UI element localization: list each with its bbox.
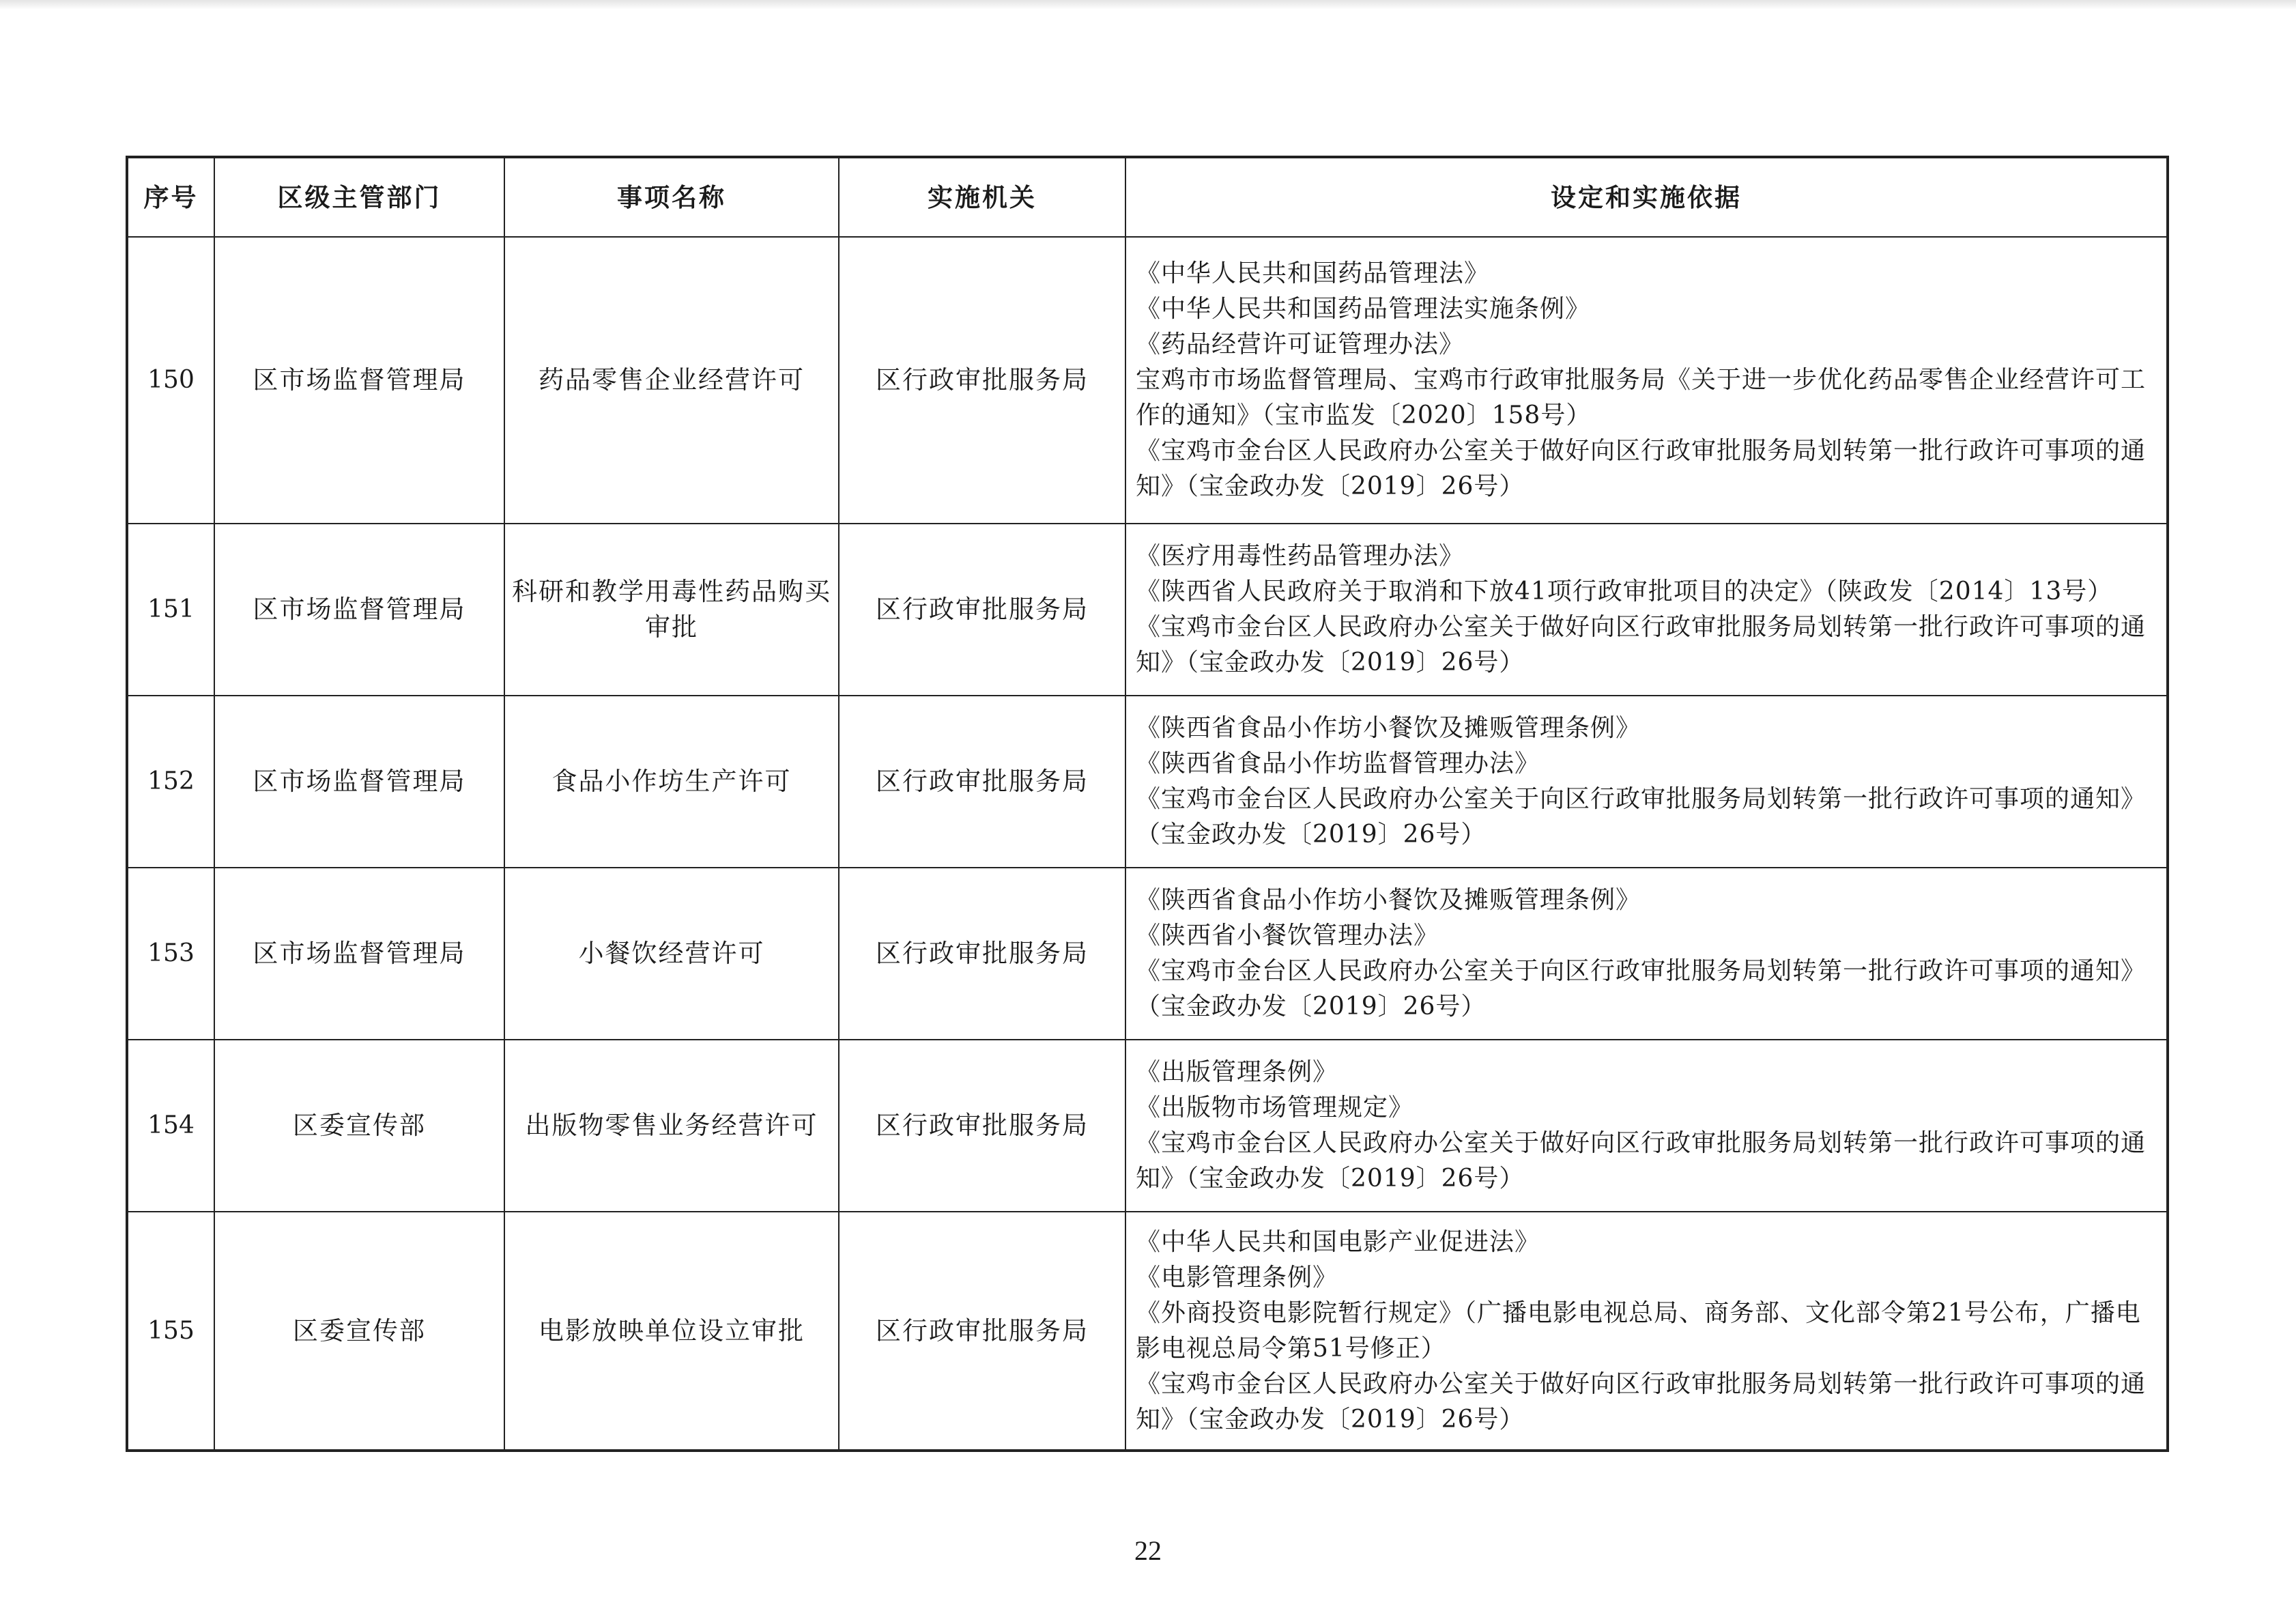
header-seq: 序号 <box>127 157 214 237</box>
header-implementing-agency: 实施机关 <box>839 157 1125 237</box>
table-row <box>127 868 2168 1040</box>
row-item-name: 食品小作坊生产许可 <box>504 696 839 868</box>
row-item-name: 科研和教学用毒性药品购买审批 <box>504 524 839 696</box>
row-item-name: 出版物零售业务经营许可 <box>504 1040 839 1212</box>
row-legal-basis <box>1125 1212 2168 1451</box>
row-department: 区委宣传部 <box>214 1212 504 1451</box>
table-row <box>127 237 2168 524</box>
header-legal-basis: 设定和实施依据 <box>1125 157 2168 237</box>
basis-line: 《中华人民共和国药品管理法》 <box>1136 259 1490 287</box>
row-legal-basis <box>1125 1040 2168 1212</box>
basis-line: 《中华人民共和国药品管理法实施条例》 <box>1136 295 1591 323</box>
row-department: 区委宣传部 <box>214 1040 504 1212</box>
row-department: 区市场监督管理局 <box>214 524 504 696</box>
row-seq: 153 <box>127 868 214 1040</box>
basis-line: 《中华人民共和国电影产业促进法》 <box>1136 1227 1540 1256</box>
table-row <box>127 1040 2168 1212</box>
basis-line: 《医疗用毒性药品管理办法》 <box>1136 542 1465 570</box>
basis-line: 《宝鸡市金台区人民政府办公室关于做好向区行政审批服务局划转第一批行政许可事项的通知》（宝金政办发〔2019〕26号） <box>1136 1369 2147 1434</box>
basis-line: 《陕西省食品小作坊小餐饮及摊贩管理条例》 <box>1136 886 1641 914</box>
row-agency: 区行政审批服务局 <box>839 868 1125 1040</box>
header-department: 区级主管部门 <box>214 157 504 237</box>
basis-line: 《出版管理条例》 <box>1136 1058 1338 1086</box>
basis-line: 《陕西省人民政府关于取消和下放41项行政审批项目的决定》（陕政发〔2014〕13号） <box>1136 578 2113 606</box>
basis-line: 《陕西省小餐饮管理办法》 <box>1136 922 1439 950</box>
row-item-name: 小餐饮经营许可 <box>504 868 839 1040</box>
approval-items-table <box>126 156 2169 1452</box>
table-row <box>127 696 2168 868</box>
basis-line: 《陕西省食品小作坊小餐饮及摊贩管理条例》 <box>1136 714 1641 742</box>
row-seq: 154 <box>127 1040 214 1212</box>
row-item-name: 药品零售企业经营许可 <box>504 237 839 524</box>
row-legal-basis <box>1125 696 2168 868</box>
row-agency: 区行政审批服务局 <box>839 237 1125 524</box>
row-agency: 区行政审批服务局 <box>839 1040 1125 1212</box>
basis-line: 《宝鸡市金台区人民政府办公室关于做好向区行政审批服务局划转第一批行政许可事项的通知》（宝金政办发〔2019〕26号） <box>1136 437 2147 500</box>
row-department: 区市场监督管理局 <box>214 696 504 868</box>
basis-line: 《出版物市场管理规定》 <box>1136 1094 1414 1122</box>
header-item-name: 事项名称 <box>504 157 839 237</box>
row-agency: 区行政审批服务局 <box>839 1212 1125 1451</box>
basis-line: 《陕西省食品小作坊监督管理办法》 <box>1136 750 1540 778</box>
row-seq: 151 <box>127 524 214 696</box>
row-agency: 区行政审批服务局 <box>839 524 1125 696</box>
row-department: 区市场监督管理局 <box>214 237 504 524</box>
row-seq: 150 <box>127 237 214 524</box>
row-item-name: 电影放映单位设立审批 <box>504 1212 839 1451</box>
basis-line: 宝鸡市市场监督管理局、宝鸡市行政审批服务局《关于进一步优化药品零售企业经营许可工作的通知》（宝市监发〔2020〕158号） <box>1136 366 2147 429</box>
basis-line: 《药品经营许可证管理办法》 <box>1136 330 1465 358</box>
basis-line: 《宝鸡市金台区人民政府办公室关于做好向区行政审批服务局划转第一批行政许可事项的通知》（宝金政办发〔2019〕26号） <box>1136 1129 2147 1193</box>
scan-edge <box>0 0 2296 10</box>
row-department: 区市场监督管理局 <box>214 868 504 1040</box>
row-agency: 区行政审批服务局 <box>839 696 1125 868</box>
row-legal-basis <box>1125 237 2168 524</box>
basis-line: 《外商投资电影院暂行规定》（广播电影电视总局、商务部、文化部令第21号公布，广播电影电视总局令第51号修正） <box>1136 1298 2141 1363</box>
row-legal-basis <box>1125 868 2168 1040</box>
row-legal-basis <box>1125 524 2168 696</box>
basis-line: 《宝鸡市金台区人民政府办公室关于做好向区行政审批服务局划转第一批行政许可事项的通知》（宝金政办发〔2019〕26号） <box>1136 613 2147 676</box>
table-row <box>127 524 2168 696</box>
basis-line: 《宝鸡市金台区人民政府办公室关于向区行政审批服务局划转第一批行政许可事项的通知》（宝金政办发〔2019〕26号） <box>1136 957 2147 1021</box>
row-seq: 152 <box>127 696 214 868</box>
basis-line: 《宝鸡市金台区人民政府办公室关于向区行政审批服务局划转第一批行政许可事项的通知》（宝金政办发〔2019〕26号） <box>1136 785 2147 849</box>
page-number: 22 <box>1134 1535 1162 1566</box>
table-header-row <box>127 157 2168 237</box>
row-seq: 155 <box>127 1212 214 1451</box>
basis-line: 《电影管理条例》 <box>1136 1263 1338 1292</box>
table-row <box>127 1212 2168 1451</box>
